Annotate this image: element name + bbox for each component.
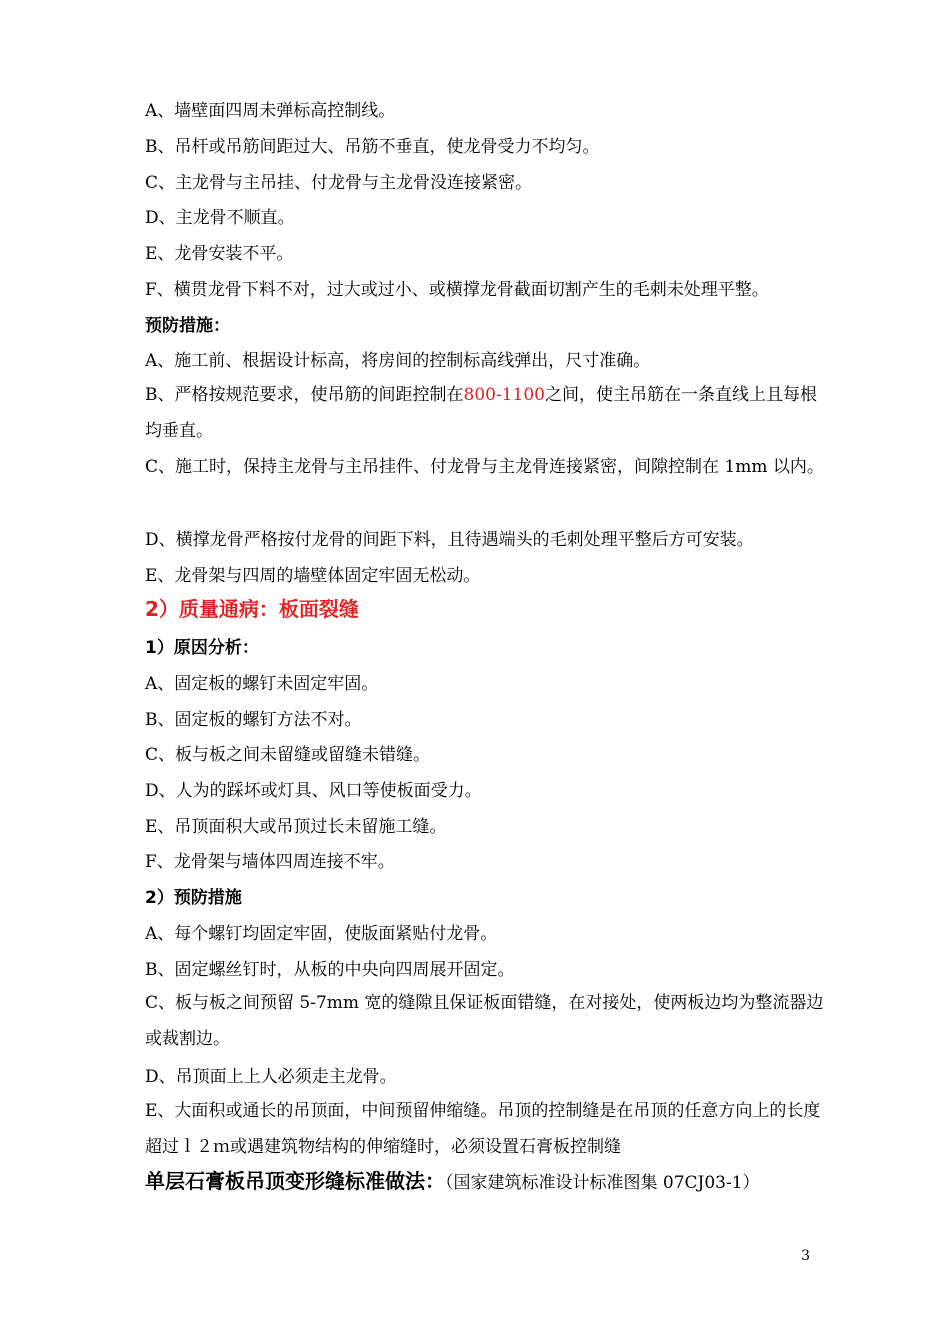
page-number: 3 (801, 1248, 810, 1264)
cause-analysis-heading: 1）原因分析： (145, 638, 259, 658)
crack-cause-a: A、固定板的螺钉未固定牢固。 (145, 674, 379, 694)
crack-cause-c: C、板与板之间未留缝或留缝未错缝。 (145, 745, 431, 765)
cause-f: F、横贯龙骨下料不对，过大或过小、或横撑龙骨截面切割产生的毛刺未处理平整。 (145, 280, 769, 300)
prevent-a: A、施工前、根据设计标高，将房间的控制标高线弹出，尺寸准确。 (145, 351, 651, 371)
standard-method-heading (145, 1171, 825, 1193)
prevent-d: D、横撑龙骨严格按付龙骨的间距下料，且待遇端头的毛刺处理平整后方可安装。 (145, 530, 754, 550)
standard-method-title: 单层石膏板吊顶变形缝标准做法： (145, 1169, 445, 1193)
crack-prevent-a: A、每个螺钉均固定牢固，使版面紧贴付龙骨。 (145, 924, 498, 944)
crack-prevent-d: D、吊顶面上上人必须走主龙骨。 (145, 1067, 397, 1087)
cause-e: E、龙骨安装不平。 (145, 244, 294, 264)
crack-prevent-heading: 2）预防措施 (145, 888, 242, 908)
crack-prevent-b: B、固定螺丝钉时，从板的中央向四周展开固定。 (145, 960, 515, 980)
spacing-range: 800-1100 (463, 385, 545, 405)
cause-b: B、吊杆或吊筋间距过大、吊筋不垂直，使龙骨受力不均匀。 (145, 137, 600, 157)
crack-prevent-e: E、大面积或通长的吊顶面，中间预留伸缩缝。吊顶的控制缝是在吊顶的任意方向上的长度超过ｌ２ｍ或遇建筑物结构的伸缩缝时，必须设置石膏板控制缝 (145, 1101, 821, 1157)
crack-cause-e: E、吊顶面积大或吊顶过长未留施工缝。 (145, 817, 447, 837)
standard-method-note: （国家建筑标准设计标准图集 07CJ03-1） (445, 1173, 760, 1193)
crack-cause-d: D、人为的踩坏或灯具、风口等使板面受力。 (145, 781, 482, 801)
cause-c: C、主龙骨与主吊挂、付龙骨与主龙骨没连接紧密。 (145, 173, 533, 193)
crack-cause-b: B、固定板的螺钉方法不对。 (145, 710, 362, 730)
prevent-b-part2: 之间，使主吊筋在一条直线上且每根均垂直。 (145, 385, 817, 441)
prevent-heading: 预防措施： (145, 316, 230, 336)
prevent-b-part1: B、严格按规范要求，使吊筋的间距控制在 (145, 385, 464, 405)
section-heading-crack: 2）质量通病：板面裂缝 (145, 597, 359, 621)
cause-a: A、墙壁面四周未弹标高控制线。 (145, 101, 396, 121)
prevent-c: C、施工时，保持主龙骨与主吊挂件、付龙骨与主龙骨连接紧密，间隙控制在 1mm 以内。 (145, 457, 824, 477)
prevent-e: E、龙骨架与四周的墙壁体固定牢固无松动。 (145, 566, 481, 586)
crack-cause-f: F、龙骨架与墙体四周连接不牢。 (145, 852, 395, 872)
prevent-b (145, 377, 825, 449)
cause-d: D、主龙骨不顺直。 (145, 208, 295, 228)
crack-prevent-c: C、板与板之间预留 5-7mm 宽的缝隙且保证板面错缝，在对接处，使两板边均为整流器边或裁割边。 (145, 993, 824, 1049)
